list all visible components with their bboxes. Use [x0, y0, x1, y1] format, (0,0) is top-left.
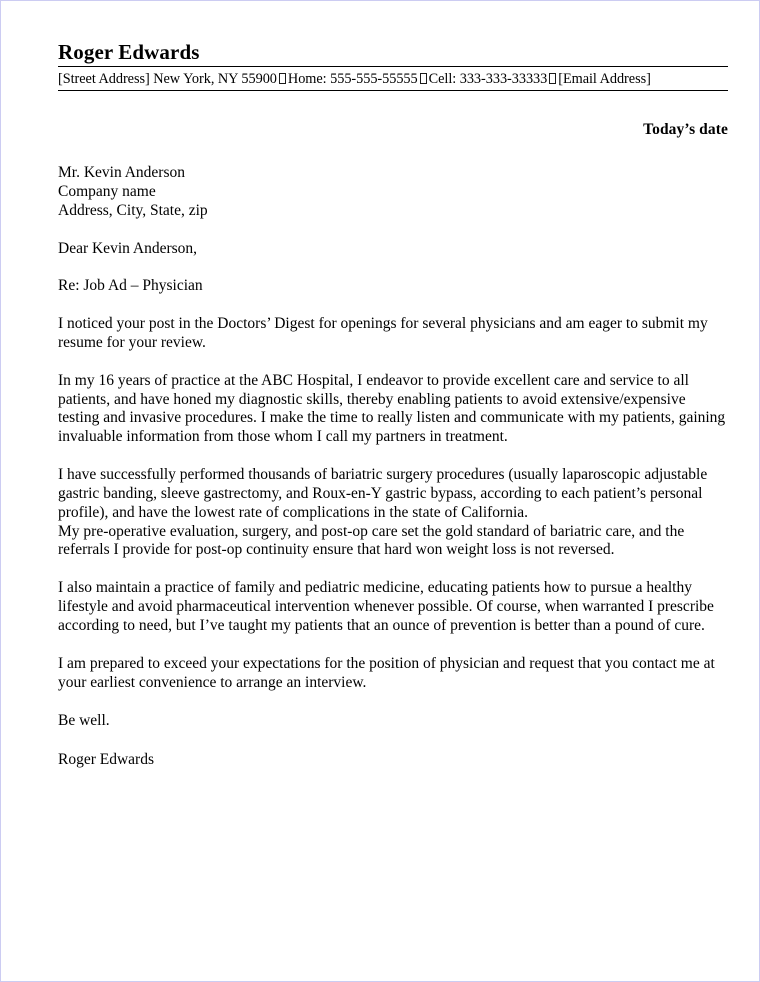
body-paragraph-4 [58, 579, 728, 635]
paragraph-text: I noticed your post in the Doctors’ Digest for openings for several physicians and am eager to submit my resume for your review. [58, 315, 708, 351]
paragraph-text-bariatric-a: I have successfully performed thousands of bariatric surgery procedures (usually laparoscopic adjustable gastric banding, sleeve gastrectomy, and Roux-en-Y gastric bypass, according to each patient’s personal profile), and have the lowest rate of complications in the state of California. [58, 466, 708, 521]
recipient-address-block [58, 164, 728, 220]
date-line: Today’s date [643, 121, 728, 139]
recipient-address: Address, City, State, zip [58, 201, 208, 219]
paragraph-text: I am prepared to exceed your expectations for the position of physician and request that you contact me at your earliest convenience to arrange an interview. [58, 654, 715, 691]
letter-content [58, 41, 728, 770]
missing-glyph-box-icon [549, 73, 556, 84]
contact-cell-label: Cell: [428, 70, 457, 87]
paragraph-text: I also maintain a practice of family and pediatric medicine, educating patients how to pursue a healthy lifestyle and avoid pharmaceutical intervention whenever possible. Of course, when warranted I prescribe according to need, but I’ve taught my patients that an ounce of prevention is better than a pound of cure. [58, 579, 714, 634]
paragraph-text: In my 16 years of practice at the ABC Hospital, I endeavor to provide excellent care and service to all patients, and have honed my diagnostic skills, thereby enabling patients to avoid extensive/expensive testing and invasive procedures. I make the time to really listen and communicate with my patients, gaining invaluable information from those whom I call my partners in treatment. [58, 371, 726, 446]
body-paragraph-1 [58, 315, 728, 353]
letterhead-contact-line [58, 67, 728, 91]
missing-glyph-box-icon [279, 73, 286, 84]
closing-line: Be well. [58, 712, 110, 730]
body-paragraph-5 [58, 655, 728, 693]
missing-glyph-box-icon [420, 73, 427, 84]
contact-street-address: [Street Address] New York, NY 55900 [58, 70, 277, 87]
letterhead-name: Roger Edwards [58, 40, 200, 64]
body-paragraph-2 [58, 372, 728, 447]
subject-text: Re: Job Ad – Physician [58, 277, 203, 295]
recipient-name: Mr. Kevin Anderson [58, 164, 186, 182]
contact-home-label: Home: [287, 70, 327, 87]
salutation [58, 240, 728, 259]
letterhead-rule-bottom [58, 90, 728, 91]
contact-email-address: [Email Address] [558, 70, 651, 87]
subject-line [58, 277, 728, 296]
body-paragraph-3 [58, 466, 728, 560]
signature-name: Roger Edwards [58, 751, 154, 769]
letterhead [58, 41, 728, 91]
contact-home-phone: 555-555-55555 [330, 70, 418, 87]
contact-cell-phone: 333-333-33333 [459, 70, 548, 87]
salutation-text: Dear Kevin Anderson, [58, 239, 198, 257]
paragraph-text-bariatric-b: My pre-operative evaluation, surgery, and post-op care set the gold standard of bariatric care, and the referrals I provide for post-op continuity ensure that hard won weight loss is not reversed. [58, 522, 685, 559]
recipient-company: Company name [58, 183, 156, 201]
